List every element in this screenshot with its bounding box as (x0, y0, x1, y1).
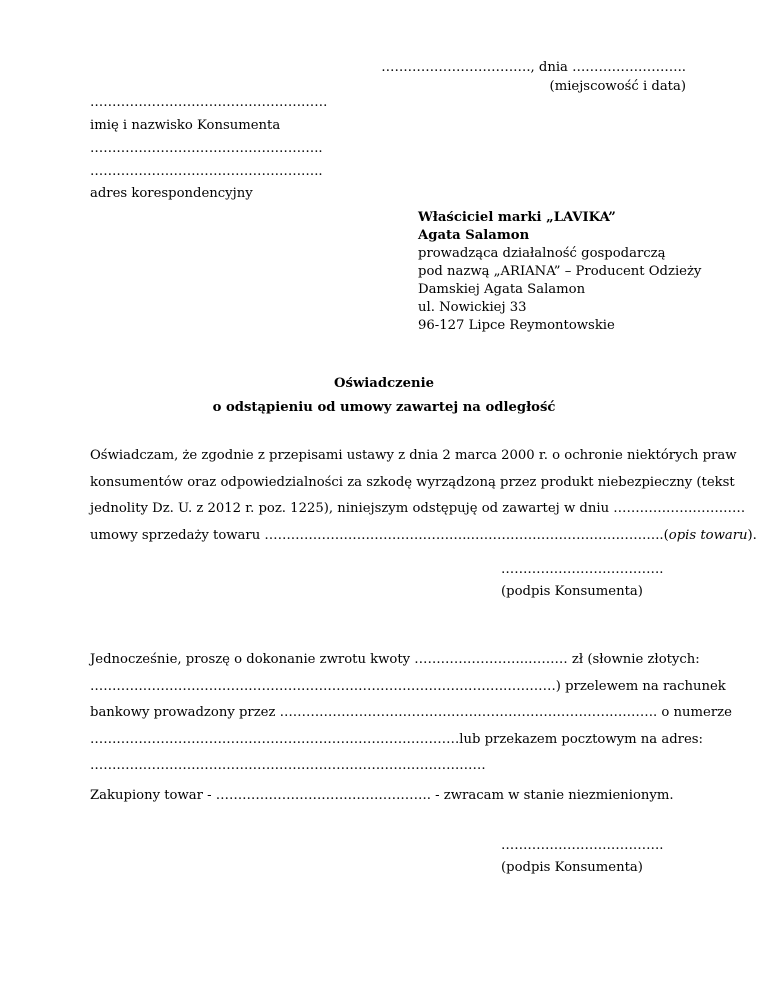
document-subtitle: o odstąpieniu od umowy zawartej na odległość (212, 400, 556, 415)
recipient-name: Agata Salamon (418, 228, 530, 243)
refund-paragraph (90, 647, 732, 780)
signature-caption-2: (podpis Konsumenta) (501, 860, 643, 875)
signature-line-1: ………………………………. (501, 562, 664, 577)
recipient-line-4: pod nazwą „ARIANA” – Producent Odzieży (418, 264, 702, 279)
document-title: Oświadczenie (334, 376, 434, 391)
recipient-line-3: prowadząca działalność gospodarczą (418, 246, 666, 261)
recipient-line-5: Damskiej Agata Salamon (418, 282, 586, 297)
refund-line-1: Jednocześnie, proszę o dokonanie zwrotu kwoty ……………………..……… zł (słownie złotych: (90, 652, 700, 667)
recipient-brand-owner: Właściciel marki „LAVIKA” (418, 210, 616, 225)
consumer-address-line-2: …………………………………………….. (90, 164, 323, 179)
refund-line-4: …………………………………………………………………………lub przekazem pocztowym na adres: (90, 731, 703, 747)
consumer-address-line-1: …………………………………………….. (90, 141, 323, 156)
statement-line-4 (90, 523, 757, 550)
signature-caption-1: (podpis Konsumenta) (501, 584, 643, 599)
place-date-line: ……………………………., dnia …………………….. (381, 60, 686, 75)
statement-line-2: konsumentów oraz odpowiedzialności za szkodę wyrządzoną przez produkt niebezpieczny (tekst (90, 474, 735, 490)
refund-line-2: ………………………………………………………………………………….…………) przelewem na rachunek (90, 678, 726, 694)
goods-returned-text: Zakupiony towar - …………………………………………. - zwracam w stanie niezmienionym. (90, 788, 674, 803)
recipient-street: ul. Nowickiej 33 (418, 300, 527, 315)
goods-description-label: opis towaru (668, 527, 748, 543)
statement-line-3: jednolity Dz. U. z 2012 r. poz. 1225), niniejszym odstępuję od zawartej w dniu ………………………… (90, 501, 746, 516)
statement-line-4-text: umowy sprzedaży towaru ………………………………………..……………………………………..( (90, 527, 669, 543)
consumer-name-line: ……………………………………………… (90, 95, 328, 110)
consumer-name-caption: imię i nazwisko Konsumenta (90, 118, 281, 133)
recipient-city: 96-127 Lipce Reymontowskie (418, 318, 615, 333)
place-date-caption: (miejscowość i data) (549, 79, 686, 94)
statement-line-4-end: ). (747, 527, 757, 543)
consumer-address-caption: adres korespondencyjny (90, 186, 253, 201)
refund-line-5: ……………………………………………………………………………… (90, 758, 486, 773)
statement-line-1: Oświadczam, że zgodnie z przepisami ustawy z dnia 2 marca 2000 r. o ochronie niektórych praw (90, 448, 737, 463)
signature-line-2: ………………………………. (501, 838, 664, 853)
refund-line-3: bankowy prowadzony przez ………………………………………………………………….………. o numerze (90, 705, 732, 720)
statement-paragraph (90, 443, 757, 549)
